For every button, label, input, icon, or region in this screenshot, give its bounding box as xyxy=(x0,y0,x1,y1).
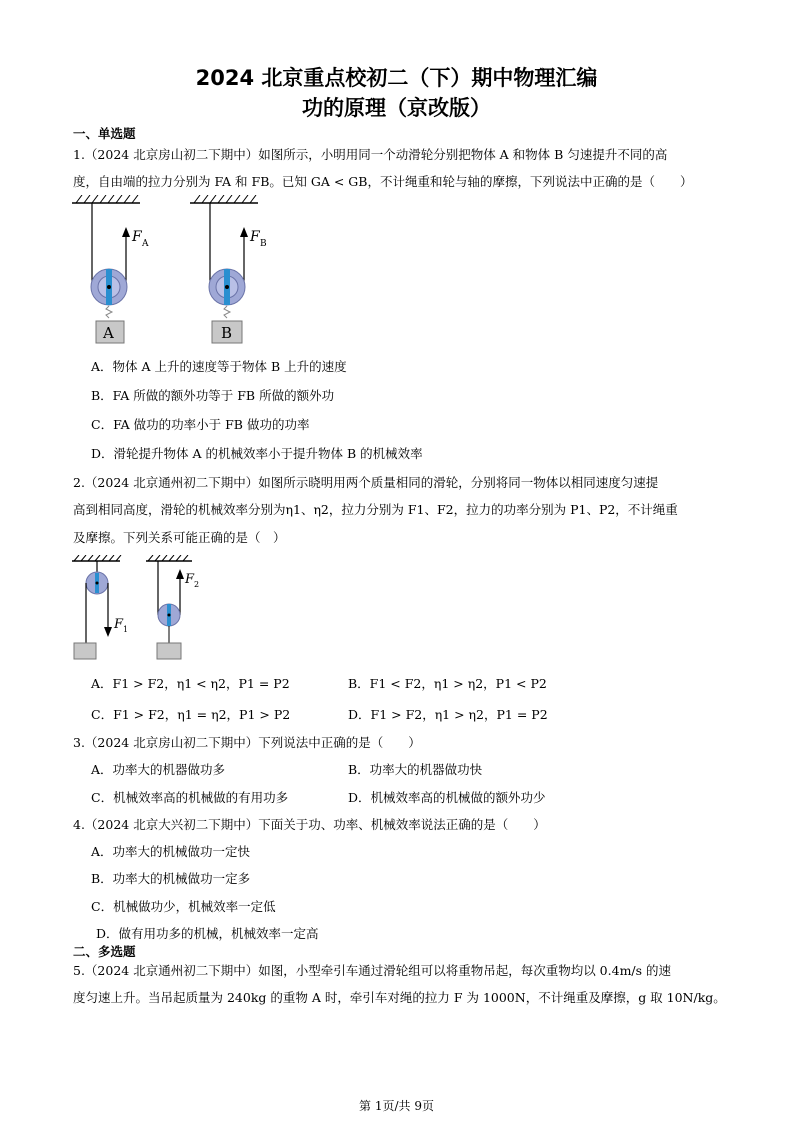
q3-option-a[interactable]: A．功率大的机器做功多 xyxy=(91,762,226,777)
q1-stem-line2: 度，自由端的拉力分别为 FA 和 FB。已知 GA < GB，不计绳重和轮与轴的摩擦，下列说法中正确的是（ ） xyxy=(73,174,693,189)
pulley-a-diagram xyxy=(72,195,140,343)
section-heading-single-choice: 一、单选题 xyxy=(73,126,136,141)
document-subtitle: 功的原理（京改版） xyxy=(302,96,491,120)
force-label-fb: F xyxy=(250,229,260,245)
q4-stem: 4.（2024 北京大兴初二下期中）下面关于功、功率、机械效率说法正确的是（ ） xyxy=(73,817,546,832)
force-subscript-2: 2 xyxy=(194,580,200,589)
q2-option-c[interactable]: C．F1 > F2，η1 = η2，P1 > P2 xyxy=(91,707,291,722)
force-label-f2: F xyxy=(185,572,195,587)
pulley-b-diagram xyxy=(190,195,258,343)
q2-stem-line3: 及摩擦。下列关系可能正确的是（ ） xyxy=(73,530,286,545)
q3-option-c[interactable]: C．机械效率高的机械做的有用功多 xyxy=(91,790,289,805)
q2-pulley-figure xyxy=(70,555,200,665)
block-label-a: A xyxy=(103,324,114,342)
section-heading-multiple-choice: 二、多选题 xyxy=(73,944,136,959)
force-subscript-1: 1 xyxy=(123,625,129,634)
q4-option-d[interactable]: D．做有用功多的机械，机械效率一定高 xyxy=(96,926,319,941)
page-number: 第 1页/共 9页 xyxy=(359,1099,434,1113)
fixed-pulley-diagram xyxy=(72,555,121,659)
q2-stem-line2: 高到相同高度，滑轮的机械效率分别为η1、η2，拉力分别为 F1、F2，拉力的功率分别为 P1、P2，不计绳重 xyxy=(73,502,678,517)
force-subscript-a: A xyxy=(142,239,149,249)
q2-option-d[interactable]: D．F1 > F2，η1 > η2，P1 = P2 xyxy=(348,707,548,722)
q1-stem-line1: 1.（2024 北京房山初二下期中）如图所示，小明用同一个动滑轮分别把物体 A 和物体 B 匀速提升不同的高 xyxy=(73,147,668,162)
force-label-fa: F xyxy=(132,229,142,245)
q4-option-b[interactable]: B．功率大的机械做功一定多 xyxy=(91,871,251,886)
q4-option-a[interactable]: A．功率大的机械做功一定快 xyxy=(91,844,251,859)
q1-option-a[interactable]: A．物体 A 上升的速度等于物体 B 上升的速度 xyxy=(91,359,347,374)
document-title: 2024 北京重点校初二（下）期中物理汇编 xyxy=(195,66,598,90)
q5-stem-line2: 度匀速上升。当吊起质量为 240kg 的重物 A 时，牵引车对绳的拉力 F 为 1000N，不计绳重及摩擦，g 取 10N/kg。 xyxy=(73,990,726,1005)
force-label-f1: F xyxy=(114,617,124,632)
q1-option-c[interactable]: C．FA 做功的功率小于 FB 做功的功率 xyxy=(91,417,310,432)
q2-option-a[interactable]: A．F1 > F2，η1 < η2，P1 = P2 xyxy=(91,676,290,691)
movable-pulley-diagram xyxy=(146,555,192,659)
q1-option-d[interactable]: D．滑轮提升物体 A 的机械效率小于提升物体 B 的机械效率 xyxy=(91,446,423,461)
q4-option-c[interactable]: C．机械做功少，机械效率一定低 xyxy=(91,899,276,914)
q5-stem-line1: 5.（2024 北京通州初二下期中）如图，小型牵引车通过滑轮组可以将重物吊起，每次重物均以 0.4m/s 的速 xyxy=(73,963,672,978)
q1-option-b[interactable]: B．FA 所做的额外功等于 FB 所做的额外功 xyxy=(91,388,335,403)
q3-option-d[interactable]: D．机械效率高的机械做的额外功少 xyxy=(348,790,546,805)
q3-stem: 3.（2024 北京房山初二下期中）下列说法中正确的是（ ） xyxy=(73,735,421,750)
q2-option-b[interactable]: B．F1 < F2，η1 > η2，P1 < P2 xyxy=(348,676,547,691)
q2-stem-line1: 2.（2024 北京通州初二下期中）如图所示晓明用两个质量相同的滑轮，分别将同一物体以相同速度匀速提 xyxy=(73,475,659,490)
q1-pulley-figure xyxy=(70,195,290,350)
force-subscript-b: B xyxy=(260,239,267,249)
block-label-b: B xyxy=(221,324,233,342)
q3-option-b[interactable]: B．功率大的机器做功快 xyxy=(348,762,483,777)
